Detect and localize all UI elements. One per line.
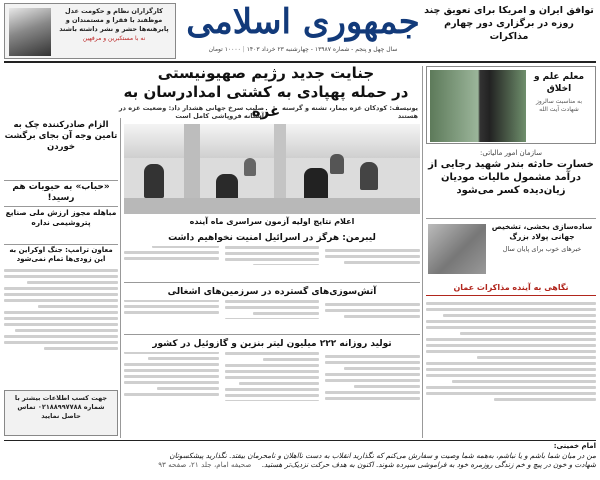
masthead-divider	[4, 61, 596, 63]
oman-talks-body	[426, 299, 596, 439]
left-column	[4, 118, 118, 438]
tax-story-kicker: سازمان امور مالیاتی:	[480, 149, 542, 157]
top-right-headline: توافق ایران و امریکا برای تعویق چند روزه در برگزاری دور چهارم مذاکرات	[424, 5, 594, 42]
lead-headline-1: جنایت جدید رژیم صهیونیستی	[157, 64, 375, 82]
lead-story	[112, 64, 420, 122]
steel-story-headline: ساده‌سازی بخشی، تشخیص جهانی پولاد بزرگ	[491, 222, 593, 241]
ukraine-story-headline: معاون ترامپ: جنگ اوکراین به این زودی‌ها تمام نمی‌شود	[9, 246, 113, 263]
lead-headline-2: در حمله پهپادی به کشتی امدادرسان به غزه	[123, 83, 409, 120]
fires-headline: آتش‌سوزی‌های گسترده در سرزمین‌های اشغالی	[167, 287, 377, 297]
oman-talks-headline: نگاهی به آینده مذاکرات عمان	[426, 282, 596, 296]
footer-quote-line-2	[4, 460, 596, 469]
footer-quote	[4, 442, 596, 478]
footer-divider	[4, 440, 596, 441]
left-ad-text: جهت کسب اطلاعات بیشتر با شماره ۰۲۱۸۸۹۹۷۷۸۸ تماس حاصل نمایید	[14, 394, 108, 420]
fuel-body	[124, 352, 420, 436]
beans-story-headline: «حباب» به حبوبات هم رسید!	[12, 182, 110, 203]
fires-body	[124, 300, 420, 330]
petrochem-story-headline: مباهله مجوز ارزش ملی صنایع پتروشیمی نداره	[5, 208, 117, 227]
cleric-title: معلم علم و اخلاق	[533, 72, 585, 94]
center-divider-1	[124, 282, 420, 283]
footer-quote-label: امام خمینی:	[553, 442, 596, 450]
left-divider-3	[4, 244, 118, 245]
lieberman-headline: لیبرمن: هرگز در اسرائیل امنیت نخواهیم داشت	[168, 233, 376, 243]
exam-photo-caption: اعلام نتایج اولیه آزمون سراسری ماه آینده	[189, 217, 355, 226]
top-right-story	[424, 4, 594, 58]
steel-story-sub: خبرهای خوب برای پایان سال	[502, 245, 582, 253]
footer-quote-source: صحیفه امام، جلد ۲۱، صفحه ۹۳	[158, 460, 252, 469]
cleric-feature-box	[426, 66, 596, 144]
fuel-headline: تولید روزانه ۲۲۲ میلیون لیتر بنزین و گازوئیل در کشور	[152, 339, 392, 349]
tax-story-headline: خسارت حادثه بندر شهید رجایی از درآمد مشمول مالیات مودیان زیان‌دیده کسر می‌شود	[428, 159, 594, 196]
tax-story	[426, 148, 596, 216]
left-column-rule	[120, 118, 121, 438]
newspaper-title: جمهوری اسلامی	[186, 2, 420, 42]
beans-story	[4, 182, 118, 204]
cleric-sub: به مناسبت سالروز شهادت آیت الله	[535, 98, 583, 113]
center-divider-2	[124, 334, 420, 335]
footer-quote-line-2-text: شهادت و خون در پیچ و خم زندگی روزمره خود به فراموشی سپرده شوند. اکنون به هدف حرکت نزدیک‌تر هستید.	[261, 460, 596, 469]
ukraine-story-body	[4, 266, 118, 380]
fuel-story	[124, 338, 420, 438]
leader-portrait-image	[9, 8, 51, 56]
top-left-quote-box	[4, 3, 176, 59]
top-left-quote	[55, 7, 173, 59]
exam-hall-photo	[124, 124, 420, 214]
fires-story	[124, 286, 420, 332]
lead-sub-left: صلیب سرخ جهانی هشدار داد: وضعیت غزه در آستانه فروپاشی کامل است	[118, 104, 264, 120]
lieberman-body	[124, 246, 420, 278]
cheque-story-headline: الزام صادرکننده چک به تامین وجه آن بجای برگشت خوردن	[4, 120, 118, 152]
steel-story	[426, 222, 596, 278]
ukraine-story	[4, 246, 118, 386]
masthead-title	[178, 0, 428, 44]
steel-story-image	[428, 224, 486, 274]
cheque-story	[4, 120, 118, 178]
masthead-info: سال چهل و پنجم - شماره ۱۳۹۸۷ - چهارشنبه ۲۳ خرداد ۱۴۰۳ | ۱۰۰۰۰ تومان	[208, 46, 398, 53]
right-column-rule	[422, 66, 423, 438]
masthead-price: ۱۰۰۰۰ تومان	[208, 46, 241, 53]
lead-sub-right: یونیسف: کودکان غزه بیمار، تشنه و گرسنه هستند	[281, 104, 418, 120]
left-ad-box	[4, 390, 118, 436]
center-news	[124, 232, 420, 438]
top-left-quote-sub: نه با مستکبرین و مرفهین	[82, 35, 146, 42]
cleric-photo-image	[430, 70, 526, 142]
right-column	[426, 66, 596, 438]
masthead	[0, 0, 600, 62]
petrochem-story	[4, 208, 118, 242]
left-divider-2	[4, 206, 118, 207]
left-divider-1	[4, 180, 118, 181]
right-divider-1	[426, 218, 596, 219]
oman-talks-story	[426, 282, 596, 438]
footer-quote-line-1: من در میان شما باشم و یا نباشم، به‌همه شما وصیت و سفارش می‌کنم که نگذارید انقلاب به دست نااهلان و نامحرمان بیفتد. نگذارید پیشکسوتان	[169, 451, 596, 460]
masthead-info-line: سال چهل و پنجم - شماره ۱۳۹۸۷ - چهارشنبه ۲۳ خرداد ۱۴۰۳	[246, 46, 398, 53]
top-left-quote-text: کارگزاران نظام و حکومت عدل موظفند با فقرا و مستمندان و پابرهنه‌ها حشر و نشر داشته باشند	[59, 7, 169, 33]
